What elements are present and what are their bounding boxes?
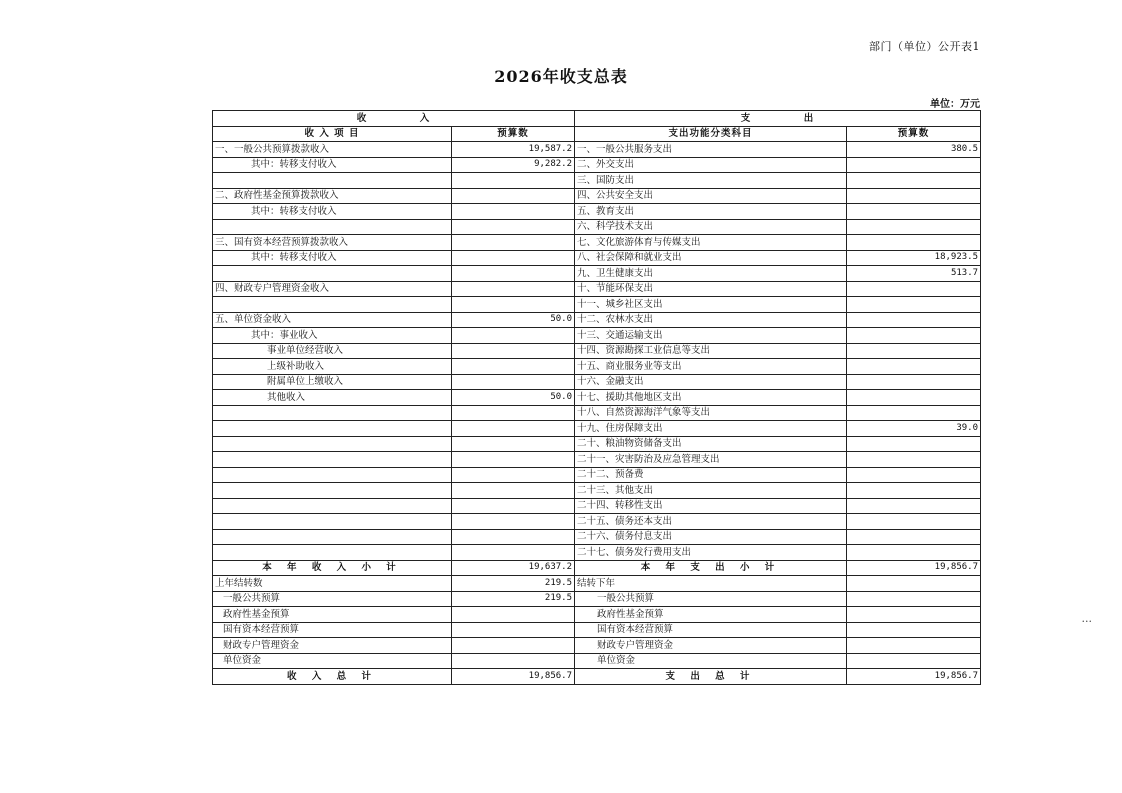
carry-row xyxy=(213,638,981,654)
total-row xyxy=(213,669,981,685)
income-group-header: 收 入 xyxy=(213,111,575,127)
table-row xyxy=(213,529,981,545)
income-value-cell xyxy=(452,359,575,375)
expense-budget-header: 预算数 xyxy=(847,126,981,142)
carry-income-value xyxy=(452,607,575,623)
carry-income-value xyxy=(452,653,575,669)
income-item-cell xyxy=(213,452,452,468)
income-item-cell: 上级补助收入 xyxy=(213,359,452,375)
table-row xyxy=(213,157,981,173)
expense-subtotal-label: 本 年 支 出 小 计 xyxy=(575,560,847,576)
expense-value-cell xyxy=(847,281,981,297)
income-value-cell xyxy=(452,343,575,359)
expense-value-cell xyxy=(847,204,981,220)
table-row xyxy=(213,421,981,437)
expense-value-cell xyxy=(847,173,981,189)
expense-value-cell xyxy=(847,498,981,514)
column-header-row xyxy=(213,126,981,142)
table-row xyxy=(213,467,981,483)
carry-expense-item: 结转下年 xyxy=(575,576,847,592)
expense-item-cell: 二十五、债务还本支出 xyxy=(575,514,847,530)
income-value-cell xyxy=(452,297,575,313)
table-row xyxy=(213,188,981,204)
table-row xyxy=(213,514,981,530)
expense-value-cell xyxy=(847,235,981,251)
carry-income-item: 上年结转数 xyxy=(213,576,452,592)
table-row xyxy=(213,266,981,282)
income-value-cell xyxy=(452,204,575,220)
income-value-cell xyxy=(452,250,575,266)
expense-item-cell: 二十二、预备费 xyxy=(575,467,847,483)
income-item-cell xyxy=(213,219,452,235)
income-item-header: 收 入 项 目 xyxy=(213,126,452,142)
table-row xyxy=(213,405,981,421)
expense-item-cell: 二十四、转移性支出 xyxy=(575,498,847,514)
income-value-cell xyxy=(452,188,575,204)
expense-value-cell xyxy=(847,390,981,406)
expense-value-cell: 18,923.5 xyxy=(847,250,981,266)
income-item-cell: 其中：转移支付收入 xyxy=(213,250,452,266)
table-row xyxy=(213,390,981,406)
table-row xyxy=(213,142,981,158)
expense-item-cell: 十七、援助其他地区支出 xyxy=(575,390,847,406)
expense-value-cell xyxy=(847,188,981,204)
income-value-cell xyxy=(452,452,575,468)
income-value-cell xyxy=(452,281,575,297)
budget-summary-table xyxy=(212,110,981,685)
carry-income-value xyxy=(452,638,575,654)
carry-income-item: 国有资本经营预算 xyxy=(213,622,452,638)
income-item-cell xyxy=(213,467,452,483)
income-item-cell: 五、单位资金收入 xyxy=(213,312,452,328)
expense-item-cell: 二、外交支出 xyxy=(575,157,847,173)
carry-expense-value xyxy=(847,653,981,669)
expense-value-cell xyxy=(847,545,981,561)
carry-expense-item: 单位资金 xyxy=(575,653,847,669)
expense-item-cell: 十二、农林水支出 xyxy=(575,312,847,328)
carry-row xyxy=(213,591,981,607)
table-row xyxy=(213,498,981,514)
expense-group-header: 支 出 xyxy=(575,111,981,127)
income-value-cell: 50.0 xyxy=(452,312,575,328)
expense-total-value: 19,856.7 xyxy=(847,669,981,685)
income-item-cell xyxy=(213,529,452,545)
expense-item-cell: 十九、住房保障支出 xyxy=(575,421,847,437)
expense-value-cell: 513.7 xyxy=(847,266,981,282)
carry-expense-value xyxy=(847,638,981,654)
expense-item-cell: 四、公共安全支出 xyxy=(575,188,847,204)
income-item-cell: 其中：事业收入 xyxy=(213,328,452,344)
table-row xyxy=(213,452,981,468)
income-value-cell: 19,587.2 xyxy=(452,142,575,158)
table-row xyxy=(213,250,981,266)
carry-expense-item: 一般公共预算 xyxy=(575,591,847,607)
carry-row xyxy=(213,607,981,623)
income-value-cell xyxy=(452,405,575,421)
income-item-cell: 其他收入 xyxy=(213,390,452,406)
expense-value-cell xyxy=(847,219,981,235)
expense-value-cell xyxy=(847,343,981,359)
expense-item-cell: 五、教育支出 xyxy=(575,204,847,220)
income-value-cell xyxy=(452,374,575,390)
income-value-cell xyxy=(452,545,575,561)
expense-item-cell: 十四、资源勘探工业信息等支出 xyxy=(575,343,847,359)
income-total-label: 收 入 总 计 xyxy=(213,669,452,685)
carry-income-item: 财政专户管理资金 xyxy=(213,638,452,654)
expense-total-label: 支 出 总 计 xyxy=(575,669,847,685)
expense-value-cell: 39.0 xyxy=(847,421,981,437)
income-item-cell xyxy=(213,436,452,452)
carry-expense-value xyxy=(847,576,981,592)
carry-row xyxy=(213,576,981,592)
table-row xyxy=(213,359,981,375)
carry-expense-value xyxy=(847,591,981,607)
carry-income-item: 单位资金 xyxy=(213,653,452,669)
income-value-cell xyxy=(452,173,575,189)
carry-income-item: 一般公共预算 xyxy=(213,591,452,607)
income-value-cell: 9,282.2 xyxy=(452,157,575,173)
expense-item-header: 支出功能分类科目 xyxy=(575,126,847,142)
income-subtotal-label: 本 年 收 入 小 计 xyxy=(213,560,452,576)
income-item-cell: 事业单位经营收入 xyxy=(213,343,452,359)
table-row xyxy=(213,219,981,235)
expense-item-cell: 二十六、债务付息支出 xyxy=(575,529,847,545)
expense-item-cell: 十八、自然资源海洋气象等支出 xyxy=(575,405,847,421)
carry-row xyxy=(213,622,981,638)
expense-item-cell: 二十、粮油物资储备支出 xyxy=(575,436,847,452)
income-item-cell xyxy=(213,514,452,530)
income-value-cell xyxy=(452,514,575,530)
income-subtotal-value: 19,637.2 xyxy=(452,560,575,576)
carry-expense-item: 政府性基金预算 xyxy=(575,607,847,623)
expense-value-cell xyxy=(847,405,981,421)
income-value-cell xyxy=(452,235,575,251)
income-item-cell: 三、国有资本经营预算拨款收入 xyxy=(213,235,452,251)
unit-label: 单位：万元 xyxy=(930,99,980,110)
expense-item-cell: 十六、金融支出 xyxy=(575,374,847,390)
income-item-cell: 二、政府性基金预算拨款收入 xyxy=(213,188,452,204)
margin-mark: ... xyxy=(1081,612,1092,625)
income-item-cell xyxy=(213,297,452,313)
carry-row xyxy=(213,653,981,669)
table-row xyxy=(213,297,981,313)
income-item-cell xyxy=(213,545,452,561)
expense-value-cell xyxy=(847,157,981,173)
income-value-cell xyxy=(452,483,575,499)
group-header-row xyxy=(213,111,981,127)
subtotal-row xyxy=(213,560,981,576)
expense-item-cell: 七、文化旅游体育与传媒支出 xyxy=(575,235,847,251)
income-item-cell xyxy=(213,266,452,282)
income-item-cell xyxy=(213,173,452,189)
table-row xyxy=(213,545,981,561)
income-item-cell xyxy=(213,498,452,514)
expense-item-cell: 六、科学技术支出 xyxy=(575,219,847,235)
expense-item-cell: 八、社会保障和就业支出 xyxy=(575,250,847,266)
carry-income-value: 219.5 xyxy=(452,591,575,607)
table-row xyxy=(213,204,981,220)
income-value-cell xyxy=(452,421,575,437)
expense-value-cell xyxy=(847,452,981,468)
expense-item-cell: 二十七、债务发行费用支出 xyxy=(575,545,847,561)
income-value-cell xyxy=(452,328,575,344)
carry-expense-item: 财政专户管理资金 xyxy=(575,638,847,654)
expense-value-cell xyxy=(847,436,981,452)
table-row xyxy=(213,235,981,251)
table-row xyxy=(213,281,981,297)
expense-value-cell xyxy=(847,328,981,344)
expense-item-cell: 一、一般公共服务支出 xyxy=(575,142,847,158)
table-row xyxy=(213,328,981,344)
income-value-cell xyxy=(452,219,575,235)
expense-value-cell: 380.5 xyxy=(847,142,981,158)
table-row xyxy=(213,173,981,189)
expense-item-cell: 三、国防支出 xyxy=(575,173,847,189)
expense-item-cell: 十三、交通运输支出 xyxy=(575,328,847,344)
expense-item-cell: 九、卫生健康支出 xyxy=(575,266,847,282)
income-value-cell xyxy=(452,467,575,483)
income-value-cell: 50.0 xyxy=(452,390,575,406)
expense-value-cell xyxy=(847,514,981,530)
expense-value-cell xyxy=(847,467,981,483)
expense-value-cell xyxy=(847,374,981,390)
table-row xyxy=(213,374,981,390)
income-item-cell xyxy=(213,483,452,499)
income-item-cell: 其中：转移支付收入 xyxy=(213,157,452,173)
carry-income-item: 政府性基金预算 xyxy=(213,607,452,623)
income-item-cell xyxy=(213,405,452,421)
expense-item-cell: 十一、城乡社区支出 xyxy=(575,297,847,313)
income-value-cell xyxy=(452,498,575,514)
page-title: 2026年收支总表 xyxy=(494,67,628,86)
expense-value-cell xyxy=(847,312,981,328)
table-row xyxy=(213,312,981,328)
income-total-value: 19,856.7 xyxy=(452,669,575,685)
expense-subtotal-value: 19,856.7 xyxy=(847,560,981,576)
carry-expense-item: 国有资本经营预算 xyxy=(575,622,847,638)
carry-expense-value xyxy=(847,607,981,623)
income-value-cell xyxy=(452,529,575,545)
expense-value-cell xyxy=(847,359,981,375)
income-budget-header: 预算数 xyxy=(452,126,575,142)
income-item-cell: 四、财政专户管理资金收入 xyxy=(213,281,452,297)
carry-income-value xyxy=(452,622,575,638)
income-item-cell: 一、一般公共预算拨款收入 xyxy=(213,142,452,158)
table-row xyxy=(213,436,981,452)
expense-item-cell: 十、节能环保支出 xyxy=(575,281,847,297)
income-item-cell xyxy=(213,421,452,437)
table-number-note: 部门（单位）公开表1 xyxy=(869,40,980,53)
income-value-cell xyxy=(452,436,575,452)
table-row xyxy=(213,343,981,359)
expense-item-cell: 十五、商业服务业等支出 xyxy=(575,359,847,375)
expense-value-cell xyxy=(847,297,981,313)
expense-item-cell: 二十一、灾害防治及应急管理支出 xyxy=(575,452,847,468)
table-row xyxy=(213,483,981,499)
expense-value-cell xyxy=(847,483,981,499)
expense-item-cell: 二十三、其他支出 xyxy=(575,483,847,499)
income-value-cell xyxy=(452,266,575,282)
expense-value-cell xyxy=(847,529,981,545)
income-item-cell: 附属单位上缴收入 xyxy=(213,374,452,390)
carry-expense-value xyxy=(847,622,981,638)
carry-income-value: 219.5 xyxy=(452,576,575,592)
income-item-cell: 其中：转移支付收入 xyxy=(213,204,452,220)
